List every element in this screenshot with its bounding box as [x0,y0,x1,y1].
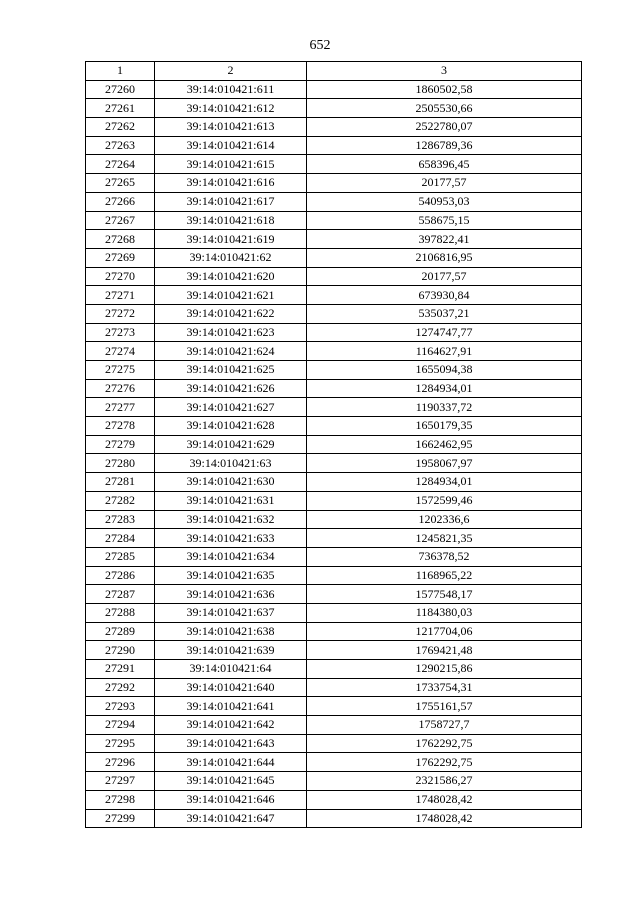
row-number-cell: 27274 [86,342,155,361]
cadastral-number-cell: 39:14:010421:646 [155,790,307,809]
table-body [86,80,582,828]
table-row [86,435,582,454]
value-cell: 1733754,31 [307,678,582,697]
row-number-cell: 27267 [86,211,155,230]
row-number-cell: 27289 [86,622,155,641]
row-number-cell: 27265 [86,174,155,193]
table-row [86,697,582,716]
table-row [86,491,582,510]
table-row [86,80,582,99]
table-row [86,529,582,548]
value-cell: 1769421,48 [307,641,582,660]
value-cell: 1577548,17 [307,585,582,604]
table-row [86,454,582,473]
row-number-cell: 27283 [86,510,155,529]
value-cell: 558675,15 [307,211,582,230]
cadastral-number-cell: 39:14:010421:627 [155,398,307,417]
table-row [86,230,582,249]
value-cell: 1748028,42 [307,809,582,828]
row-number-cell: 27299 [86,809,155,828]
value-cell: 2505530,66 [307,99,582,118]
table-row [86,790,582,809]
cadastral-number-cell: 39:14:010421:620 [155,267,307,286]
cadastral-number-cell: 39:14:010421:636 [155,585,307,604]
cadastral-number-cell: 39:14:010421:613 [155,118,307,137]
cadastral-number-cell: 39:14:010421:634 [155,547,307,566]
value-cell: 1755161,57 [307,697,582,716]
row-number-cell: 27291 [86,660,155,679]
table-row [86,585,582,604]
row-number-cell: 27275 [86,361,155,380]
value-cell: 673930,84 [307,286,582,305]
row-number-cell: 27290 [86,641,155,660]
table-row [86,678,582,697]
cadastral-number-cell: 39:14:010421:64 [155,660,307,679]
table-row [86,566,582,585]
value-cell: 1758727,7 [307,716,582,735]
cadastral-number-cell: 39:14:010421:625 [155,361,307,380]
cadastral-number-cell: 39:14:010421:645 [155,772,307,791]
value-cell: 1245821,35 [307,529,582,548]
table-row [86,753,582,772]
table-row [86,772,582,791]
value-cell: 1284934,01 [307,473,582,492]
row-number-cell: 27298 [86,790,155,809]
cadastral-number-cell: 39:14:010421:647 [155,809,307,828]
value-cell: 1572599,46 [307,491,582,510]
table-row [86,174,582,193]
row-number-cell: 27271 [86,286,155,305]
row-number-cell: 27279 [86,435,155,454]
row-number-cell: 27281 [86,473,155,492]
table-row [86,734,582,753]
row-number-cell: 27286 [86,566,155,585]
value-cell: 1650179,35 [307,417,582,436]
cadastral-number-cell: 39:14:010421:642 [155,716,307,735]
table-header [86,62,582,81]
value-cell: 1662462,95 [307,435,582,454]
row-number-cell: 27288 [86,603,155,622]
row-number-cell: 27264 [86,155,155,174]
value-cell: 535037,21 [307,304,582,323]
row-number-cell: 27277 [86,398,155,417]
table-row [86,473,582,492]
cadastral-number-cell: 39:14:010421:628 [155,417,307,436]
cadastral-number-cell: 39:14:010421:643 [155,734,307,753]
table-row [86,192,582,211]
cadastral-number-cell: 39:14:010421:640 [155,678,307,697]
table-row [86,379,582,398]
row-number-cell: 27270 [86,267,155,286]
value-cell: 1164627,91 [307,342,582,361]
cadastral-number-cell: 39:14:010421:632 [155,510,307,529]
value-cell: 20177,57 [307,267,582,286]
value-cell: 1217704,06 [307,622,582,641]
value-cell: 1860502,58 [307,80,582,99]
cadastral-number-cell: 39:14:010421:639 [155,641,307,660]
cadastral-number-cell: 39:14:010421:611 [155,80,307,99]
value-cell: 1290215,86 [307,660,582,679]
row-number-cell: 27282 [86,491,155,510]
value-cell: 1748028,42 [307,790,582,809]
cadastral-number-cell: 39:14:010421:62 [155,248,307,267]
row-number-cell: 27269 [86,248,155,267]
row-number-cell: 27263 [86,136,155,155]
row-number-cell: 27262 [86,118,155,137]
row-number-cell: 27296 [86,753,155,772]
cadastral-number-cell: 39:14:010421:637 [155,603,307,622]
table-row [86,323,582,342]
cadastral-number-cell: 39:14:010421:621 [155,286,307,305]
cadastral-number-cell: 39:14:010421:630 [155,473,307,492]
cadastral-number-cell: 39:14:010421:638 [155,622,307,641]
row-number-cell: 27297 [86,772,155,791]
table-row [86,248,582,267]
value-cell: 1655094,38 [307,361,582,380]
table-row [86,809,582,828]
row-number-cell: 27268 [86,230,155,249]
cadastral-number-cell: 39:14:010421:614 [155,136,307,155]
value-cell: 1958067,97 [307,454,582,473]
cadastral-number-cell: 39:14:010421:622 [155,304,307,323]
table-row [86,286,582,305]
row-number-cell: 27260 [86,80,155,99]
header-row [86,62,582,81]
value-cell: 1168965,22 [307,566,582,585]
table-row [86,155,582,174]
table-row [86,660,582,679]
value-cell: 1190337,72 [307,398,582,417]
table-row [86,342,582,361]
value-cell: 1286789,36 [307,136,582,155]
cadastral-number-cell: 39:14:010421:63 [155,454,307,473]
value-cell: 658396,45 [307,155,582,174]
value-cell: 2522780,07 [307,118,582,137]
table-row [86,510,582,529]
row-number-cell: 27261 [86,99,155,118]
row-number-cell: 27295 [86,734,155,753]
table-row [86,603,582,622]
cadastral-number-cell: 39:14:010421:612 [155,99,307,118]
row-number-cell: 27276 [86,379,155,398]
table-row [86,211,582,230]
cadastral-number-cell: 39:14:010421:617 [155,192,307,211]
column-header-1: 1 [86,62,155,81]
row-number-cell: 27284 [86,529,155,548]
cadastral-number-cell: 39:14:010421:626 [155,379,307,398]
table-row [86,398,582,417]
row-number-cell: 27292 [86,678,155,697]
table-row [86,622,582,641]
row-number-cell: 27266 [86,192,155,211]
row-number-cell: 27273 [86,323,155,342]
cadastral-number-cell: 39:14:010421:619 [155,230,307,249]
cadastral-number-cell: 39:14:010421:644 [155,753,307,772]
value-cell: 1762292,75 [307,753,582,772]
row-number-cell: 27278 [86,417,155,436]
table-row [86,304,582,323]
column-header-3: 3 [307,62,582,81]
table-row [86,547,582,566]
value-cell: 540953,03 [307,192,582,211]
value-cell: 736378,52 [307,547,582,566]
table-row [86,361,582,380]
table-row [86,267,582,286]
cadastral-number-cell: 39:14:010421:618 [155,211,307,230]
row-number-cell: 27285 [86,547,155,566]
cadastral-number-cell: 39:14:010421:623 [155,323,307,342]
table-row [86,136,582,155]
cadastral-number-cell: 39:14:010421:624 [155,342,307,361]
table-row [86,417,582,436]
row-number-cell: 27287 [86,585,155,604]
table-row [86,641,582,660]
table-row [86,118,582,137]
column-header-2: 2 [155,62,307,81]
cadastral-number-cell: 39:14:010421:629 [155,435,307,454]
table-row [86,716,582,735]
value-cell: 2321586,27 [307,772,582,791]
row-number-cell: 27272 [86,304,155,323]
registry-table [85,61,582,828]
row-number-cell: 27280 [86,454,155,473]
row-number-cell: 27294 [86,716,155,735]
table-row [86,99,582,118]
value-cell: 1762292,75 [307,734,582,753]
value-cell: 1284934,01 [307,379,582,398]
cadastral-number-cell: 39:14:010421:633 [155,529,307,548]
cadastral-number-cell: 39:14:010421:641 [155,697,307,716]
value-cell: 397822,41 [307,230,582,249]
value-cell: 1274747,77 [307,323,582,342]
page-number: 652 [309,38,331,53]
cadastral-number-cell: 39:14:010421:615 [155,155,307,174]
value-cell: 1202336,6 [307,510,582,529]
value-cell: 1184380,03 [307,603,582,622]
row-number-cell: 27293 [86,697,155,716]
cadastral-number-cell: 39:14:010421:635 [155,566,307,585]
cadastral-number-cell: 39:14:010421:631 [155,491,307,510]
cadastral-number-cell: 39:14:010421:616 [155,174,307,193]
value-cell: 20177,57 [307,174,582,193]
value-cell: 2106816,95 [307,248,582,267]
